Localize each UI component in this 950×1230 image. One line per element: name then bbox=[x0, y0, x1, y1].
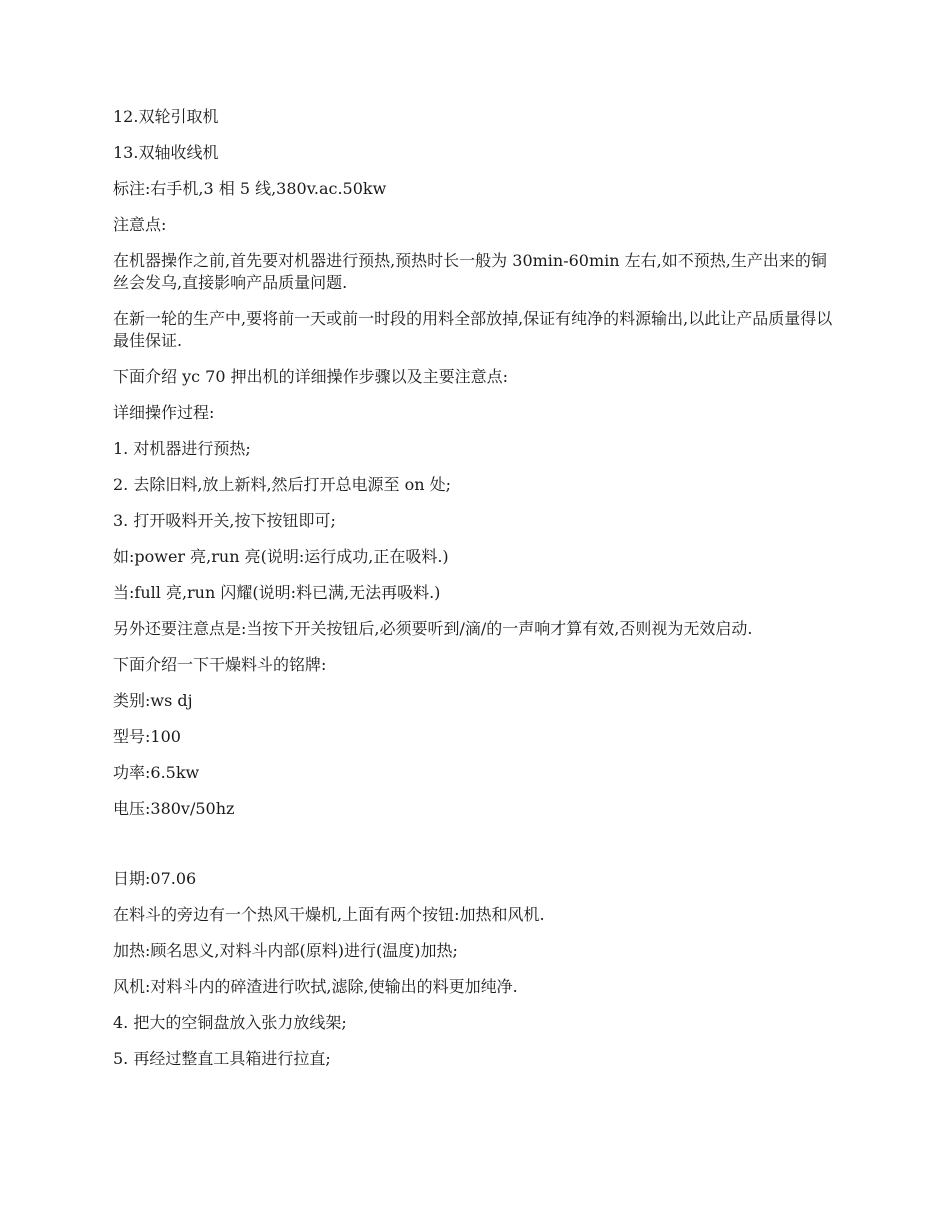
step-3: 3. 打开吸料开关,按下按钮即可; bbox=[113, 511, 336, 530]
item-13: 13.双轴收线机 bbox=[113, 143, 219, 162]
date-line: 日期:07.06 bbox=[113, 869, 197, 888]
step-2: 2. 去除旧料,放上新料,然后打开总电源至 on 处; bbox=[113, 475, 452, 494]
attention-heading: 注意点: bbox=[113, 215, 167, 234]
status-power-run: 如:power 亮,run 亮(说明:运行成功,正在吸料.) bbox=[113, 547, 449, 566]
process-heading: 详细操作过程: bbox=[113, 403, 215, 422]
step-1: 1. 对机器进行预热; bbox=[113, 439, 251, 458]
step-4: 4. 把大的空铜盘放入张力放线架; bbox=[113, 1013, 347, 1032]
document-page bbox=[113, 106, 838, 1084]
preheat-paragraph: 在机器操作之前,首先要对机器进行预热,预热时长一般为 30min-60min 左右,如不预热,生产出来的铜丝会发乌,直接影响产品质量问题. bbox=[113, 251, 827, 292]
item-12: 12.双轮引取机 bbox=[113, 107, 219, 126]
note-label: 标注:右手机,3 相 5 线,380v.ac.50kw bbox=[113, 179, 387, 198]
nameplate-intro: 下面介绍一下干燥料斗的铭牌: bbox=[113, 655, 327, 674]
nameplate-category: 类别:ws dj bbox=[113, 691, 193, 710]
heating-description: 加热:顾名思义,对料斗内部(原料)进行(温度)加热; bbox=[113, 941, 458, 960]
step-5: 5. 再经过整直工具箱进行拉直; bbox=[113, 1049, 331, 1068]
fan-description: 风机:对料斗内的碎渣进行吹拭,滤除,使输出的料更加纯净. bbox=[113, 977, 518, 996]
new-round-paragraph: 在新一轮的生产中,要将前一天或前一时段的用料全部放掉,保证有纯净的料源输出,以此让产品质量得以最佳保证. bbox=[113, 309, 833, 350]
nameplate-power: 功率:6.5kw bbox=[113, 763, 200, 782]
section-gap bbox=[113, 834, 838, 868]
nameplate-model: 型号:100 bbox=[113, 727, 181, 746]
status-full-run: 当:full 亮,run 闪耀(说明:料已满,无法再吸料.) bbox=[113, 583, 441, 602]
dryer-intro: 在料斗的旁边有一个热风干燥机,上面有两个按钮:加热和风机. bbox=[113, 905, 545, 924]
additional-note: 另外还要注意点是:当按下开关按钮后,必须要听到/滴/的一声响才算有效,否则视为无效启动. bbox=[113, 619, 753, 638]
intro-paragraph: 下面介绍 yc 70 押出机的详细操作步骤以及主要注意点: bbox=[113, 367, 509, 386]
nameplate-voltage: 电压:380v/50hz bbox=[113, 799, 235, 818]
